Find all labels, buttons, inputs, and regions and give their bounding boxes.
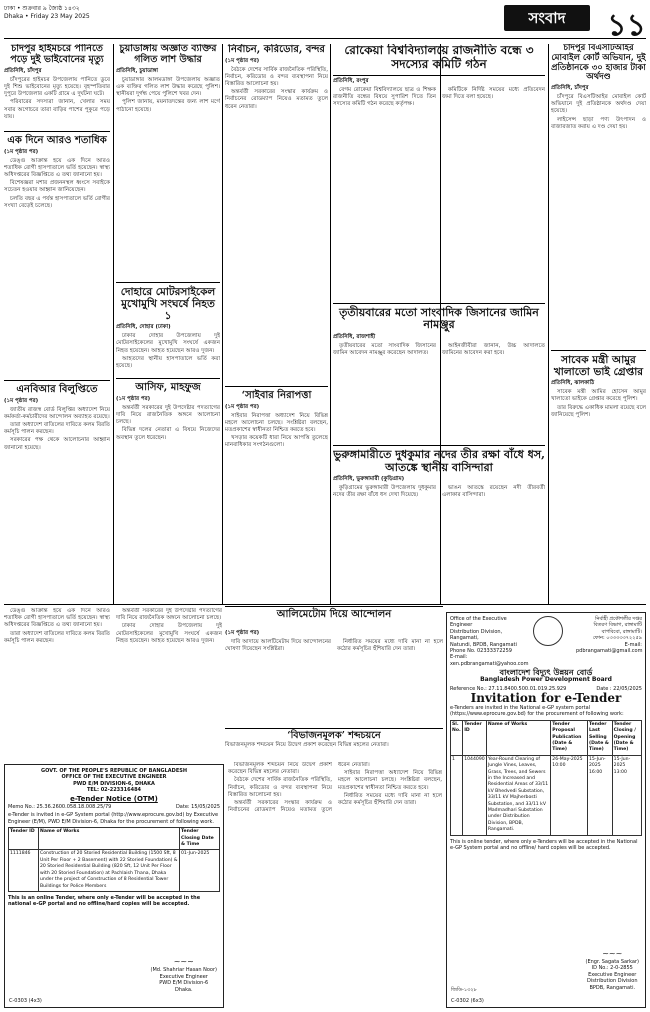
article-body — [4, 608, 222, 646]
paragraph: ডেঙ্গু আক্রান্ত হয়ে এক দিনে আরও শতাধিক রোগী হাসপাতালে ভর্তি হয়েছেন। স্বাস্থ্য অধিদপ্তরের বিজ্ঞপ্তিতে এ তথ্য জানানো হয়। — [4, 157, 110, 178]
column-header: Name of Works — [39, 828, 180, 850]
memo-number: Memo No.: 25.36.2600.058.18.008.25/79 — [8, 804, 112, 811]
office-line: ফোন: ০৩৩৩৩৩৭২২৫৯ — [592, 635, 642, 642]
article-headline: আসিফ, মাহফুজ — [116, 378, 220, 394]
signer-line: Dhaka. — [174, 986, 193, 993]
column-rule — [222, 44, 223, 604]
tender-table — [450, 720, 642, 836]
paragraph: বিভাজনমূলক শব্দচয়ন নিয়ে উদ্বেগ প্রকাশ করেছেন বিভিন্ন মহলের নেতারা। — [228, 762, 332, 776]
signer-line: BPDB, Rangamati. — [589, 984, 636, 991]
paragraph: ঢাকার দোহার উপজেলায় দুই মোটরসাইকেলের মুখোমুখি সংঘর্ষে একজন নিহত হয়েছেন। আহত হয়েছেন আরও দুজন। — [116, 333, 220, 354]
article-byline: (১ম পৃষ্ঠার পর) — [225, 57, 260, 64]
date-bengali: ঢাকা • শুক্রবার ৯ জ্যৈষ্ঠ ১৪৩২ — [4, 5, 80, 12]
table-cell: 15-Jun-2025 13:00 — [612, 755, 641, 835]
article-byline: প্রতিনিধি, ভুরুঙ্গামারী (কুড়িগ্রাম) — [333, 476, 405, 483]
ad-code: C-0302 (6x3) — [451, 997, 484, 1004]
article-a2 — [116, 44, 220, 276]
office-line: Natundi, BPDB, Rangamati — [450, 641, 517, 648]
article-body — [4, 158, 110, 210]
paragraph: বৈঠকে দেশের সার্বিক রাজনৈতিক পরিস্থিতি, নির্বাচন, করিডোর ও বন্দর ব্যবস্থাপনা নিয়ে বিস্তারিত আলোচনা হয়। — [228, 777, 332, 798]
column-header: Tender Proposal Publication (Date & Time) — [551, 720, 588, 755]
article-body — [116, 333, 220, 370]
column-rule — [330, 44, 331, 604]
paragraph: বিশেষজ্ঞরা মশার প্রজননস্থল ধ্বংসে সবাইকে সচেতন হওয়ার আহ্বান জানিয়েছেন। — [4, 180, 110, 194]
article-body — [333, 485, 545, 500]
table-cell: 01-Jun-2025 — [180, 850, 220, 891]
paragraph: সরকারের পক্ষ থেকে আলোচনার আহ্বান জানানো হয়েছে। — [4, 437, 110, 451]
org-name-en: Bangladesh Power Development Board — [480, 675, 612, 683]
article-headline: চুয়াডাঙ্গায় অজ্ঞাত ব্যক্তির গলিত লাশ উদ্ধার — [119, 44, 217, 65]
tender-intro: e-Tender is invited in e-GP System portal (http://www.eprocure.gov.bd) by Executive Engineer (E/M), PWD E/M Division-6, Dhaka for the procurement of following work. — [8, 812, 219, 825]
table-row — [451, 755, 642, 835]
signer-line: Executive Engineer — [159, 973, 208, 980]
article-body — [333, 343, 545, 439]
paragraph: তৃতীয়বারের মতো সাংবাদিক জিসানের জামিন আবেদন নামঞ্জুর করেছেন আদালত। — [333, 342, 436, 357]
article-headline: রোকেয়া বিশ্ববিদ্যালয়ে রাজনীতি বন্ধে ৩ সদস্যের কমিটি গঠন — [333, 44, 545, 76]
paragraph: ডেঙ্গু আক্রান্ত হয়ে এক দিনে আরও শতাধিক রোগী হাসপাতালে ভর্তি হয়েছেন। স্বাস্থ্য অধিদপ্তরের বিজ্ঞপ্তিতে এ তথ্য জানানো হয়। — [4, 608, 110, 629]
article-headline: দোহারে মোটরসাইকেল মুখোমুখি সংঘর্ষে নিহত ১ — [120, 286, 216, 323]
article-a7 — [116, 282, 220, 604]
article-body — [116, 77, 220, 114]
table-cell: 15-Jun-2025 16:00 — [587, 755, 612, 835]
tender-note: This is an online Tender, where only e-Tender will be accepted in the national e-GP portal and no offline/hard copies will be accepted. — [8, 894, 201, 908]
article-body — [225, 413, 328, 450]
office-line: বাপবিবো, রাঙ্গামাটি। — [601, 628, 642, 635]
paragraph: কমিটিকে নির্দিষ্ট সময়ের মধ্যে প্রতিবেদন জমা দিতে বলা হয়েছে। — [442, 86, 545, 100]
table-cell: 1044090 — [463, 755, 487, 835]
office-line: Distribution Division, Rangamati, — [450, 628, 503, 642]
paragraph: আইনজীবীরা জানান, উচ্চ আদালতে জামিনের আবেদন করা হবে। — [442, 342, 545, 357]
table-header-row — [9, 828, 220, 850]
article-byline: (১ম পৃষ্ঠার পর) — [225, 403, 260, 410]
newspaper-logo: সংবাদ — [504, 5, 590, 31]
paragraph: চাঁদপুরের হাইমচর উপজেলায় পানিতে ডুবে দুই শিশু ভাইবোনের মৃত্যু হয়েছে। বৃহস্পতিবার দুপুরে উপজেলার একটি গ্রামে এ দুর্ঘটনা ঘটে। — [4, 76, 110, 98]
office-line: বিতরণ বিভাগ, রাঙ্গামাটি — [593, 622, 642, 629]
article-headline: আলিমেটোম দিয়ে আন্দোলন — [276, 609, 392, 620]
article-headline: ‘সাইবার নিরাপত্তা — [241, 390, 312, 401]
article-byline: প্রতিনিধি, দোহার (ঢাকা) — [116, 324, 171, 331]
signer-line: ID No.: 2-0-2855 — [591, 965, 633, 972]
paragraph: সাইবার নিরাপত্তা অধ্যাদেশ নিয়ে বিভিন্ন মহলে আলোচনা চলছে। সংশ্লিষ্টরা বলছেন, মতপ্রকাশের স্বাধীনতা নিশ্চিত করতে হবে। — [225, 412, 328, 433]
paragraph: তারা অধ্যাদেশ বাতিলের দাবিতে কলম বিরতি কর্মসূচি পালন করছেন। — [4, 421, 110, 436]
page-number: ১১ — [607, 8, 646, 43]
article-a3 — [225, 44, 328, 380]
column-header: Tender Closing Date & Time — [180, 828, 220, 850]
table-header-row — [451, 720, 642, 755]
paragraph: তারা অধ্যাদেশ বাতিলের দাবিতে কলম বিরতি কর্মসূচি পালন করছেন। — [4, 630, 110, 644]
article-byline: (১ম পৃষ্ঠার পর) — [225, 630, 260, 636]
article-headline: চাঁদপুর বিএসটিআইর মোবাইল কোর্ট অভিযান, দুই প্রতিষ্ঠানকে ৩০ হাজার টাকা অর্থদণ্ড — [551, 44, 646, 83]
section-rule — [4, 604, 646, 605]
article-body — [116, 405, 220, 442]
header-line: PWD E/M DIVISION-6, DHAKA — [73, 780, 155, 787]
article-headline: ভুরুঙ্গামারীতে দুধকুমার নদের তীর রক্ষা বাঁধে ধস, আতঙ্কে স্থানীয় বাসিন্দারা — [333, 445, 545, 474]
paragraph: পরিবারের সদস্যরা জানান, খেলার সময় সবার অগোচরে তারা বাড়ির পাশের পুকুরে পড়ে যায়। — [4, 99, 110, 120]
article-body — [4, 77, 110, 121]
office-line: নির্বাহী প্রকৌশলীর দপ্তর — [595, 616, 642, 622]
article-a15 — [225, 728, 443, 758]
article-byline: প্রতিনিধি, রাজশাহী — [333, 333, 376, 340]
tender-note: This is online tender, where only e-Tenders will be accepted in the National e-GP System portal and no offline/ hard copies will be accepted. — [450, 838, 638, 851]
masthead-dates — [4, 5, 90, 21]
paragraph: লাইসেন্স ছাড়া পণ্য উৎপাদন ও বাজারজাত করায় এ দণ্ড দেয়া হয়। — [551, 116, 646, 130]
article-byline: প্রতিনিধি, চাঁদপুর — [4, 67, 42, 74]
paragraph: নির্ধারিত সময়ের মধ্যে দাবি মানা না হলে কঠোর কর্মসূচির হুঁশিয়ারি দেন তারা। — [338, 792, 442, 807]
article-body — [225, 639, 443, 654]
article-a14-body — [225, 628, 443, 724]
column-header: Sl. No. — [451, 720, 463, 755]
org-name-bn: বাংলাদেশ বিদ্যুৎ উন্নয়ন বোর্ড — [499, 668, 593, 678]
signature-icon: ~~~ — [173, 956, 194, 966]
signer-line: (Md. Shahriar Hasan Noor) — [150, 967, 217, 974]
column-rule — [113, 44, 114, 604]
paragraph: অন্তর্বর্তী সরকারের সংস্কার কার্যক্রম ও নির্বাচনের রোডম্যাপ নিয়েও মতামত তুলে ধরেন নেতারা। — [225, 89, 328, 110]
tender-title: Invitation for e-Tender — [470, 691, 622, 706]
column-header: Tender Last Selling (Date & Time) — [587, 720, 612, 755]
signer-line: (Engr. Sagata Sarkar) — [585, 958, 639, 965]
column-rule — [548, 44, 549, 604]
article-byline: প্রতিনিধি, চাঁদপুর — [551, 85, 589, 92]
article-headline: ‘বিভাজনমূলক’ শব্দচয়নে — [287, 730, 381, 741]
tender-title: e-Tender Notice (OTM) — [70, 794, 158, 803]
tender-table — [8, 827, 220, 892]
paragraph: বৈঠকে দেশের সার্বিক রাজনৈতিক পরিস্থিতি, নির্বাচন, করিডোর ও বন্দর ব্যবস্থাপনা নিয়ে বিস্তারিত আলোচনা হয়। — [225, 66, 328, 87]
paragraph: খসড়ার কয়েকটি ধারা নিয়ে আপত্তি তুলেছে মানবাধিকার সংগঠনগুলো। — [225, 435, 328, 449]
table-cell: 26-May-2025 10:00 — [551, 755, 588, 835]
tender-notice-pwd — [4, 764, 224, 1008]
paragraph: ভাঙন আতঙ্কে রয়েছেন নদী তীরবর্তী এলাকার বাসিন্দারা। — [442, 485, 545, 499]
article-body: বিভাজনমূলক শব্দচয়ন নিয়ে উদ্বেগ প্রকাশ করেছেন বিভিন্ন মহলের নেতারা। — [225, 741, 389, 748]
article-a14 — [225, 606, 443, 624]
article-byline: প্রতিনিধি, রংপুর — [333, 77, 369, 84]
article-byline: প্রতিনিধি, চুয়াডাঙ্গা — [116, 67, 159, 74]
bpdb-seal-icon — [533, 616, 563, 646]
office-line: Office of the Executive Engineer — [450, 616, 507, 629]
office-line: E-mail: xen.pdbrangamati@yahoo.com — [450, 654, 529, 667]
article-body — [551, 94, 646, 131]
paragraph: কুড়িগ্রামের ভুরুঙ্গামারী উপজেলায় দুধকুমার নদের তীর রক্ষা বাঁধে ধস দেখা দিয়েছে। — [333, 485, 436, 499]
paragraph: চুয়াডাঙ্গার আলমডাঙ্গা উপজেলায় অজ্ঞাত এক ব্যক্তির গলিত লাশ উদ্ধার করেছে পুলিশ। স্থানীয়রা দুর্গন্ধ পেয়ে পুলিশে খবর দেন। — [116, 76, 220, 98]
masthead — [4, 3, 646, 43]
tender-signer — [585, 948, 640, 991]
office-line: Phone No. 02333372259 — [450, 648, 512, 655]
paragraph: নির্ধারিত সময়ের মধ্যে দাবি মানা না হলে কঠোর কর্মসূচির হুঁশিয়ারি দেন তারা। — [337, 639, 443, 653]
article-body — [333, 87, 545, 297]
paragraph: অন্তর্বর্তী সরকারের সংস্কার কার্যক্রম ও নির্বাচনের রোডম্যাপ নিয়েও মতামত তুলে ধরেন নেতারা। — [228, 762, 370, 814]
article-body — [551, 389, 646, 419]
column-header: Tender ID — [9, 828, 39, 850]
paragraph: চলতি বছর এ পর্যন্ত হাসপাতালে ভর্তি রোগীর সংখ্যা বেড়েই চলেছে। — [4, 195, 110, 209]
article-byline: প্রতিনিধি, ঝালকাঠি — [551, 380, 595, 387]
signer-line: PWD E/M Division-6 — [159, 980, 209, 987]
office-bn — [576, 616, 642, 667]
table-row — [9, 850, 220, 891]
reference-number: Reference No.: 27.11.8400.500.01.019.25.929 — [450, 686, 567, 693]
article-body — [228, 762, 442, 814]
article-byline: (১ম পৃষ্ঠার পর) — [4, 397, 39, 404]
signer-line: Distribution Division — [586, 978, 638, 985]
article-a5 — [551, 44, 646, 344]
paragraph: সাবেক মন্ত্রী আমির হোসেন আমুর খালাতো ভাইকে গ্রেপ্তার করেছে পুলিশ। — [551, 389, 646, 403]
paragraph: আহতদের স্থানীয় হাসপাতালে ভর্তি করা হয়েছে। — [116, 355, 220, 369]
table-cell: Construction of 20 Storied Residential Building (1500 Sft, 8 Unit Per Floor + 2 Basement) with 22 Storied Foundation) & 20 Storied Residential Building (820 Sft, 12 Unit Per Floor with 20 Storied Foundation) at Pachlaish Thana, Dhaka under the project of Construction of 8 Residential Tower Buildings for Police Members — [39, 850, 180, 891]
article-headline: এক দিনে আরও শতাধিক — [4, 131, 110, 147]
date-english: Dhaka • Friday 23 May 2025 — [4, 13, 90, 20]
article-headline: নির্বাচন, করিডোর, বন্দর — [228, 44, 325, 55]
article-byline: (১ম পৃষ্ঠার পর) — [4, 148, 39, 155]
header-line: TEL: 02-223316484 — [86, 787, 142, 794]
paragraph: পুলিশ জানায়, ময়নাতদন্তের জন্য লাশ মর্গে পাঠানো হয়েছে। — [116, 99, 220, 113]
paragraph: ঢাকার দোহার উপজেলায় দুই মোটরসাইকেলের মুখোমুখি সংঘর্ষে একজন নিহত হয়েছেন। আহত হয়েছেন আরও দুজন। — [116, 623, 222, 644]
office-en — [450, 616, 529, 667]
signer-line: Executive Engineer — [588, 971, 637, 978]
article-headline: চাঁদপুর হাইমচরে পানিতে পড়ে দুই ভাইবোনের মৃত্যু — [10, 44, 104, 65]
tender-office-row — [450, 616, 642, 667]
paragraph: চাঁদপুরে বিএসটিআইর মোবাইল কোর্ট অভিযানে দুই প্রতিষ্ঠানকে অর্থদণ্ড দেয়া হয়েছে। — [551, 94, 646, 115]
tender-intro: e-Tenders are invited in the National e-GP system portal (https://www.eprocure.gov.bd) for the procurement of following work: — [450, 704, 624, 718]
paragraph: জাতীয় রাজস্ব বোর্ড বিলুপ্তির অধ্যাদেশ নিয়ে কর্মকর্তা-কর্মচারীদের আন্দোলন অব্যাহত রয়েছে। — [4, 406, 110, 420]
table-cell: Year-Round Clearing of Jungle Vines, Leaves, Grass, Trees, and Sewers in the Increased and Residential Areas of 33/11 kV Bhedvedi Substation, 33/11 kV Majherbosti Substation, and 33/11 kV Madmadhari Substation under Distribution Division, BPDB, Rangamati. — [486, 755, 550, 835]
article-body — [225, 67, 328, 111]
article-headline: এনবিআর বিলুপ্তিতে — [16, 384, 98, 395]
article-headline: সাবেক মন্ত্রী আমুর খালাতো ভাই গ্রেপ্তার — [553, 354, 644, 379]
article-a9 — [225, 386, 328, 604]
memo-date: Date: 15/05/2025 — [175, 804, 220, 811]
article-a1 — [4, 44, 110, 374]
tender-signer — [150, 956, 217, 993]
paragraph: অন্তর্বর্তী সরকারের দুই উপদেষ্টার পদত্যাগের দাবি নিয়ে রাজনৈতিক অঙ্গনে আলোচনা চলছে। — [116, 608, 222, 622]
reference-date: Date : 22/05/2025 — [596, 686, 642, 693]
paragraph: সাইবার নিরাপত্তা অধ্যাদেশ নিয়ে বিভিন্ন মহলে আলোচনা চলছে। সংশ্লিষ্টরা বলছেন, মতপ্রকাশের স্বাধীনতা নিশ্চিত করতে হবে। — [338, 770, 442, 791]
paragraph: বিভিন্ন দলের নেতারা এ বিষয়ে নিজেদের অবস্থান তুলে ধরেছেন। — [116, 427, 220, 441]
column-header: Tender Closing / Opening (Date & Time) — [612, 720, 641, 755]
column-header: Tender ID — [463, 720, 487, 755]
office-line: E-mail: pdbrangamati@gmail.com — [576, 641, 643, 655]
article-a15-continued — [228, 762, 442, 1008]
tender-header — [8, 768, 220, 794]
paragraph: তার বিরুদ্ধে একাধিক মামলা রয়েছে বলে জানিয়েছে পুলিশ। — [551, 404, 646, 418]
table-cell: 1 — [451, 755, 463, 835]
tender-notice-bpdb — [446, 612, 646, 1008]
article-a8-continued — [4, 608, 222, 758]
paragraph: দাবি আদায়ে আলটিমেটাম দিয়ে আন্দোলনের ঘোষণা দিয়েছেন সংশ্লিষ্টরা। — [225, 639, 331, 653]
header-line: OFFICE OF THE EXECUTIVE ENGINEER — [61, 774, 167, 781]
signature-icon: ~~~ — [602, 948, 623, 958]
ad-code-bn: জিডি-১৩২৮ — [451, 986, 477, 993]
article-a4-region — [333, 44, 545, 604]
table-cell: 1111846 — [9, 850, 39, 891]
article-a11 — [551, 350, 646, 604]
column-header: Name of Works — [486, 720, 550, 755]
ad-code: C-0303 (4x3) — [9, 997, 42, 1004]
paragraph: অন্তর্বর্তী সরকারের দুই উপদেষ্টার পদত্যাগের দাবি নিয়ে রাজনৈতিক অঙ্গনে আলোচনা চলছে। — [116, 404, 220, 426]
tender-memo-row — [8, 804, 220, 810]
paragraph: বেগম রোকেয়া বিশ্ববিদ্যালয়ে ছাত্র ও শিক্ষক রাজনীতি বন্ধের বিষয়ে সুপারিশ দিতে তিন সদস্যের কমিটি গঠন করেছে কর্তৃপক্ষ। — [333, 86, 436, 107]
article-a8 — [4, 380, 110, 604]
article-headline: তৃতীয়বারের মতো সাংবাদিক জিসানের জামিন নামঞ্জুর — [333, 303, 545, 332]
article-body — [4, 407, 110, 452]
article-byline: (১ম পৃষ্ঠার পর) — [116, 395, 151, 402]
header-line: GOVT. OF THE PEOPLE'S REPUBLIC OF BANGLADESH — [40, 768, 188, 774]
